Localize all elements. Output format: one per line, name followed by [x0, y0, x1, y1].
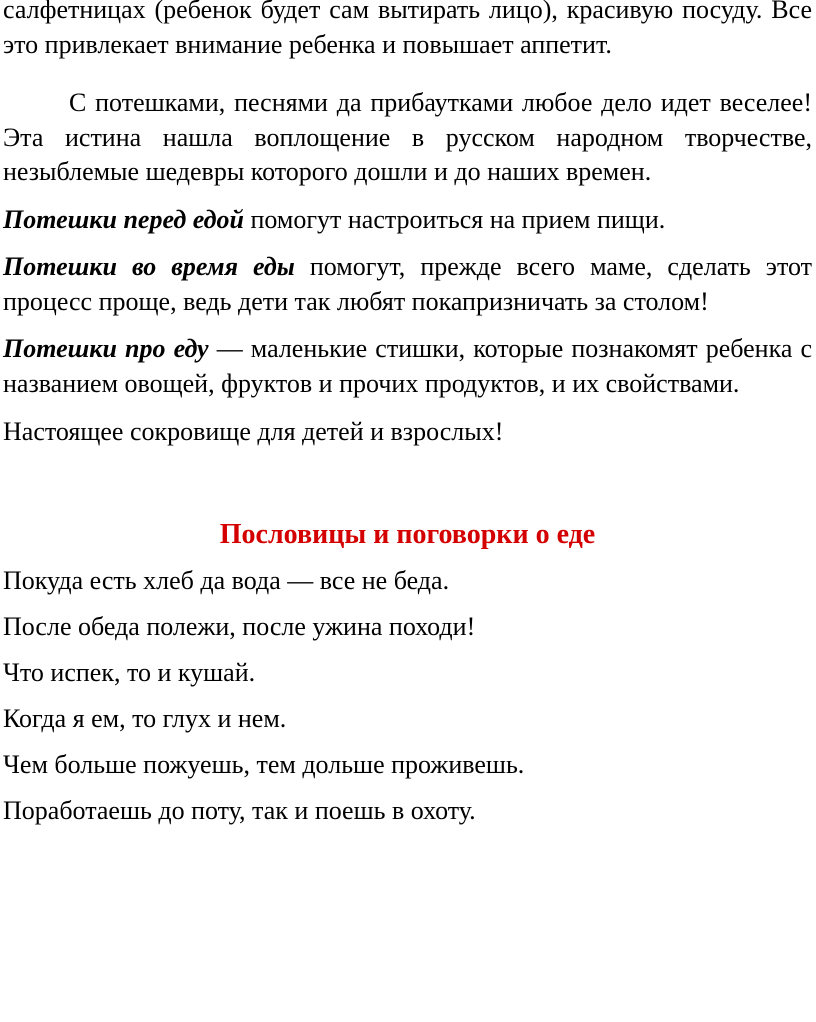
item-text: — маленькие стишки, которые познакомят ребенка с названием овощей, фруктов и прочих продуктов, и их свойствами. [3, 334, 812, 398]
item-during-meal [3, 250, 812, 319]
proverb-line: Покуда есть хлеб да вода — все не беда. [3, 566, 450, 595]
closing-line: Настоящее сокровище для детей и взрослых! [3, 417, 504, 446]
proverb-line: Когда я ем, то глух и нем. [3, 704, 287, 733]
item-text: помогут настроиться на прием пищи. [243, 204, 666, 234]
item-term: Потешки во время еды [3, 252, 295, 281]
proverb-line: После обеда полежи, после ужина походи! [3, 612, 476, 641]
item-about-food [3, 332, 812, 401]
intro-paragraph: салфетницах (ребенок будет сам вытирать лицо), красивую посуду. Все это привлекает внимание ребенка и повышает аппетит. [3, 0, 812, 59]
proverb-line: Что испек, то и кушай. [3, 658, 256, 687]
potesshki-paragraph: С потешками, песнями да прибаутками любое дело идет веселее! Эта истина нашла воплощение в русском народном творчестве, незыблемые шедевры которого дошли и до наших времен. [3, 88, 812, 186]
item-before-meal [3, 203, 812, 238]
proverb-line: Чем больше пожуешь, тем дольше проживешь. [3, 750, 525, 779]
proverbs-list [3, 564, 812, 828]
item-term: Потешки про еду [3, 334, 209, 363]
section-heading: Пословицы и поговорки о еде [219, 519, 596, 550]
proverb-line: Поработаешь до поту, так и поешь в охоту. [3, 796, 476, 825]
item-text: помогут, прежде всего маме, сделать этот процесс проще, ведь дети так любят покапризничать за столом! [3, 252, 812, 316]
item-term: Потешки перед едой [3, 204, 244, 234]
